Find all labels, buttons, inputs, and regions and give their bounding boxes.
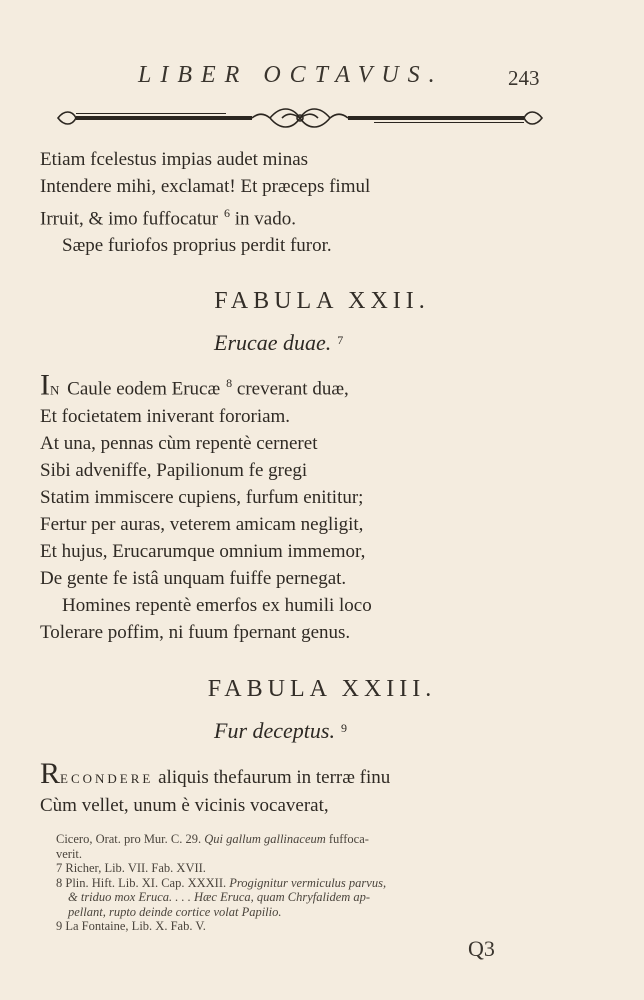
drop-cap: I [40, 368, 50, 402]
verse-line: At una, pennas cùm repentè cerneret [40, 433, 318, 455]
footnote: 7 Richer, Lib. VII. Fab. XVII. [56, 861, 206, 875]
fable-22-text [40, 370, 372, 646]
verse-line: Cùm vellet, unum è vicinis vocaverat, [40, 795, 329, 816]
fable-23-text [40, 757, 391, 819]
footnote-marker: 6 [224, 206, 230, 220]
drop-cap: R [40, 757, 61, 790]
verse-line: De gente fe istâ unquam fuiffe pernegat. [40, 568, 347, 590]
verse-line: Et hujus, Erucarumque omnium immemor, [40, 541, 366, 563]
footnote: pellant, rupto deinde cortice volat Papilio. [68, 904, 282, 919]
footnote: 9 La Fontaine, Lib. X. Fab. V. [56, 919, 206, 933]
fable-23-subtitle: Fur deceptus. $^9$ [214, 718, 347, 743]
verse-line: Irruit, & imo fuffocatur $^6$ in vado. [40, 206, 296, 230]
running-head [0, 62, 644, 92]
fable-22-subtitle: Erucae duae. $^7$ [214, 330, 344, 355]
footnote: verit. [56, 846, 83, 861]
page-number: 243 [508, 66, 540, 90]
verse-line: Sæpe furiofos proprius perdit furor. [62, 235, 332, 257]
footnote-marker: 9 [340, 720, 347, 735]
verse-line: Et focietatem iniverant fororiam. [40, 406, 291, 428]
verse-line: Sibi adveniffe, Papilionum fe gregi [40, 460, 308, 482]
footnote-marker: 8 [226, 376, 233, 390]
moral-line: Homines repentè emerfos ex humili loco [62, 595, 372, 617]
footnote: 8 Plin. Hift. Lib. XI. Cap. XXXII. Progignitur vermiculus parvus, [56, 875, 387, 890]
moral-line: Tolerare poffim, ni fuum fpernant genus. [40, 622, 351, 644]
opening-verse [40, 146, 370, 259]
fable-23-title: FABULA XXIII. [207, 676, 437, 702]
verse-line: Intendere mihi, exclamat! Et præceps fimul [40, 176, 371, 197]
decorative-rule-icon [56, 104, 544, 132]
footnote: Cicero, Orat. pro Mur. C. 29. Qui gallum gallinaceum fuffoca- [56, 832, 369, 846]
verse-line: RECONDERE aliquis thefaurum in terræ finu [40, 757, 391, 790]
footnotes [56, 832, 546, 934]
verse-line: Statim immiscere cupiens, furfum enititur; [40, 487, 364, 509]
running-title: LIBER OCTAVUS. [138, 62, 444, 88]
fable-22-title: FABULA XXII. [214, 288, 430, 314]
footnote: & triduo mox Eruca. . . . Hæc Eruca, quam Chryfalidem ap- [68, 890, 371, 904]
footnote-marker: 7 [337, 332, 344, 347]
verse-line: Fertur per auras, veterem amicam negligit, [40, 514, 364, 536]
signature-mark: Q3 [468, 936, 495, 961]
verse-line: IN Caule eodem Erucæ $^8$ creverant duæ, [40, 368, 349, 402]
verse-line: Etiam fcelestus impias audet minas [40, 149, 309, 170]
